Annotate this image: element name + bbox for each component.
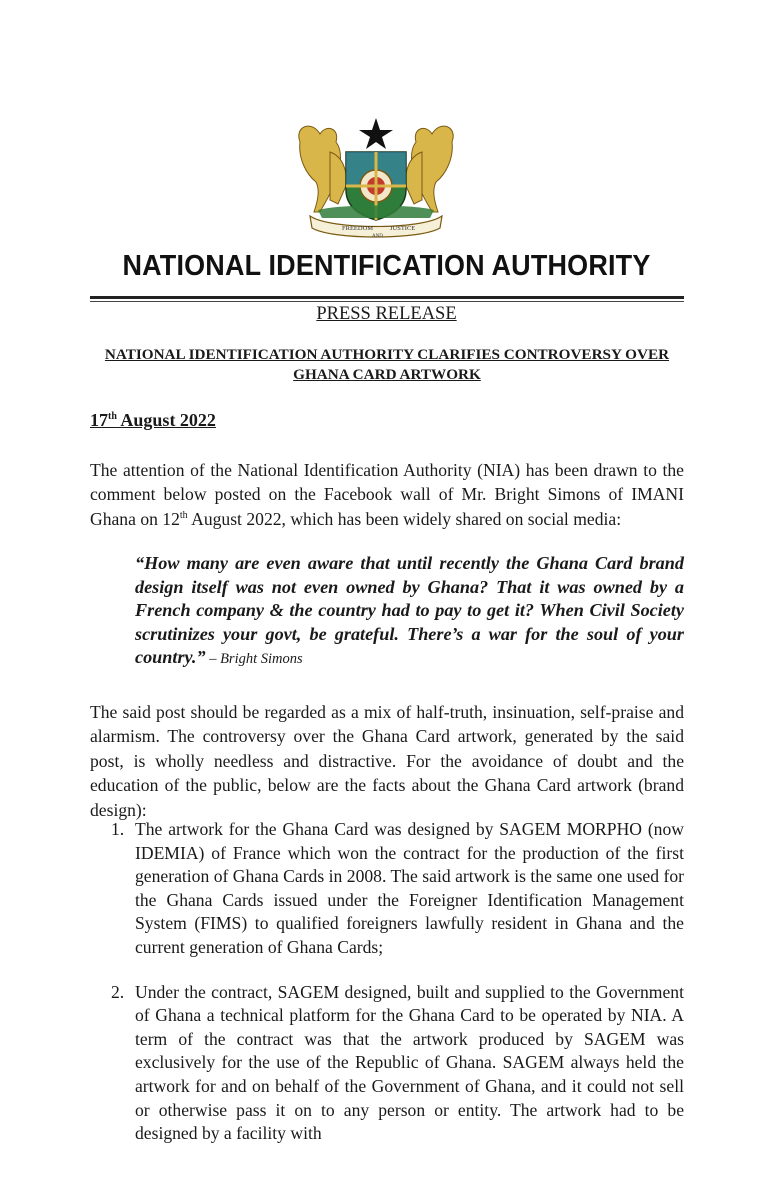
organization-title: NATIONAL IDENTIFICATION AUTHORITY	[122, 250, 651, 282]
list-item-number: 1.	[111, 819, 125, 839]
ghana-coat-of-arms-logo	[290, 112, 462, 240]
quoted-post	[135, 552, 684, 672]
list-item	[90, 981, 684, 1146]
date-month-year: August 2022	[116, 410, 216, 430]
quote-text: “How many are even aware that until recently the Ghana Card brand design itself was not even owned by Ghana? That it was owned by a French company & the country had to pay to get it? When Civil Society scrutinizes your govt, be grateful. There’s a war for the soul of your country.”	[135, 553, 684, 667]
quote-attribution: – Bright Simons	[205, 651, 303, 667]
release-date	[90, 410, 216, 431]
list-item	[90, 818, 684, 960]
document-type: PRESS RELEASE	[316, 304, 457, 324]
facts-list	[90, 818, 684, 1167]
list-item-number: 2.	[111, 981, 125, 1002]
intro-text-part2: August 2022, which has been widely shared on social media:	[187, 508, 622, 529]
list-item-text: Under the contract, SAGEM designed, built and supplied to the Government of Ghana a technical platform for the Ghana Card to be operated by NIA. A term of the contract was that the artwork produced by SAGEM was exclusively for the use of the Republic of Ghana. SAGEM always held the artwork for and on behalf of the Government of Ghana, and it could not sell or otherwise pass it on to any person or entity. The artwork had to be designed by a facility with	[135, 981, 684, 1144]
list-item-text: The artwork for the Ghana Card was designed by SAGEM MORPHO (now IDEMIA) of France which won the contract for the production of the first generation of Ghana Cards in 2008. The said artwork is the same one used for the Ghana Cards issued under the Foreigner Identification Management System (FIMS) to qualified foreigners lawfully resident in Ghana and the current generation of Ghana Cards;	[135, 819, 684, 957]
motto-right: JUSTICE	[390, 225, 416, 232]
header-divider-thin	[90, 301, 684, 302]
motto-left: FREEDOM	[342, 225, 374, 232]
header-divider-thick	[90, 296, 684, 299]
motto-middle: AND	[372, 234, 383, 239]
response-paragraph: The said post should be regarded as a mix of half-truth, insinuation, self-praise and alarmism. The controversy over the Ghana Card artwork, generated by the said post, is wholly needless and distractive. For the avoidance of doubt and the education of the public, below are the facts about the Ghana Card artwork (brand design):	[90, 702, 684, 820]
headline: NATIONAL IDENTIFICATION AUTHORITY CLARIFIES CONTROVERSY OVER GHANA CARD ARTWORK	[104, 346, 670, 383]
date-suffix: th	[108, 411, 117, 422]
intro-text-part1: The attention of the National Identification Authority (NIA) has been drawn to the comment below posted on the Facebook wall of Mr. Bright Simons of IMANI Ghana on 12	[90, 460, 684, 529]
intro-paragraph	[90, 458, 684, 531]
intro-date-suffix: th	[179, 509, 188, 521]
date-day: 17	[90, 410, 108, 430]
